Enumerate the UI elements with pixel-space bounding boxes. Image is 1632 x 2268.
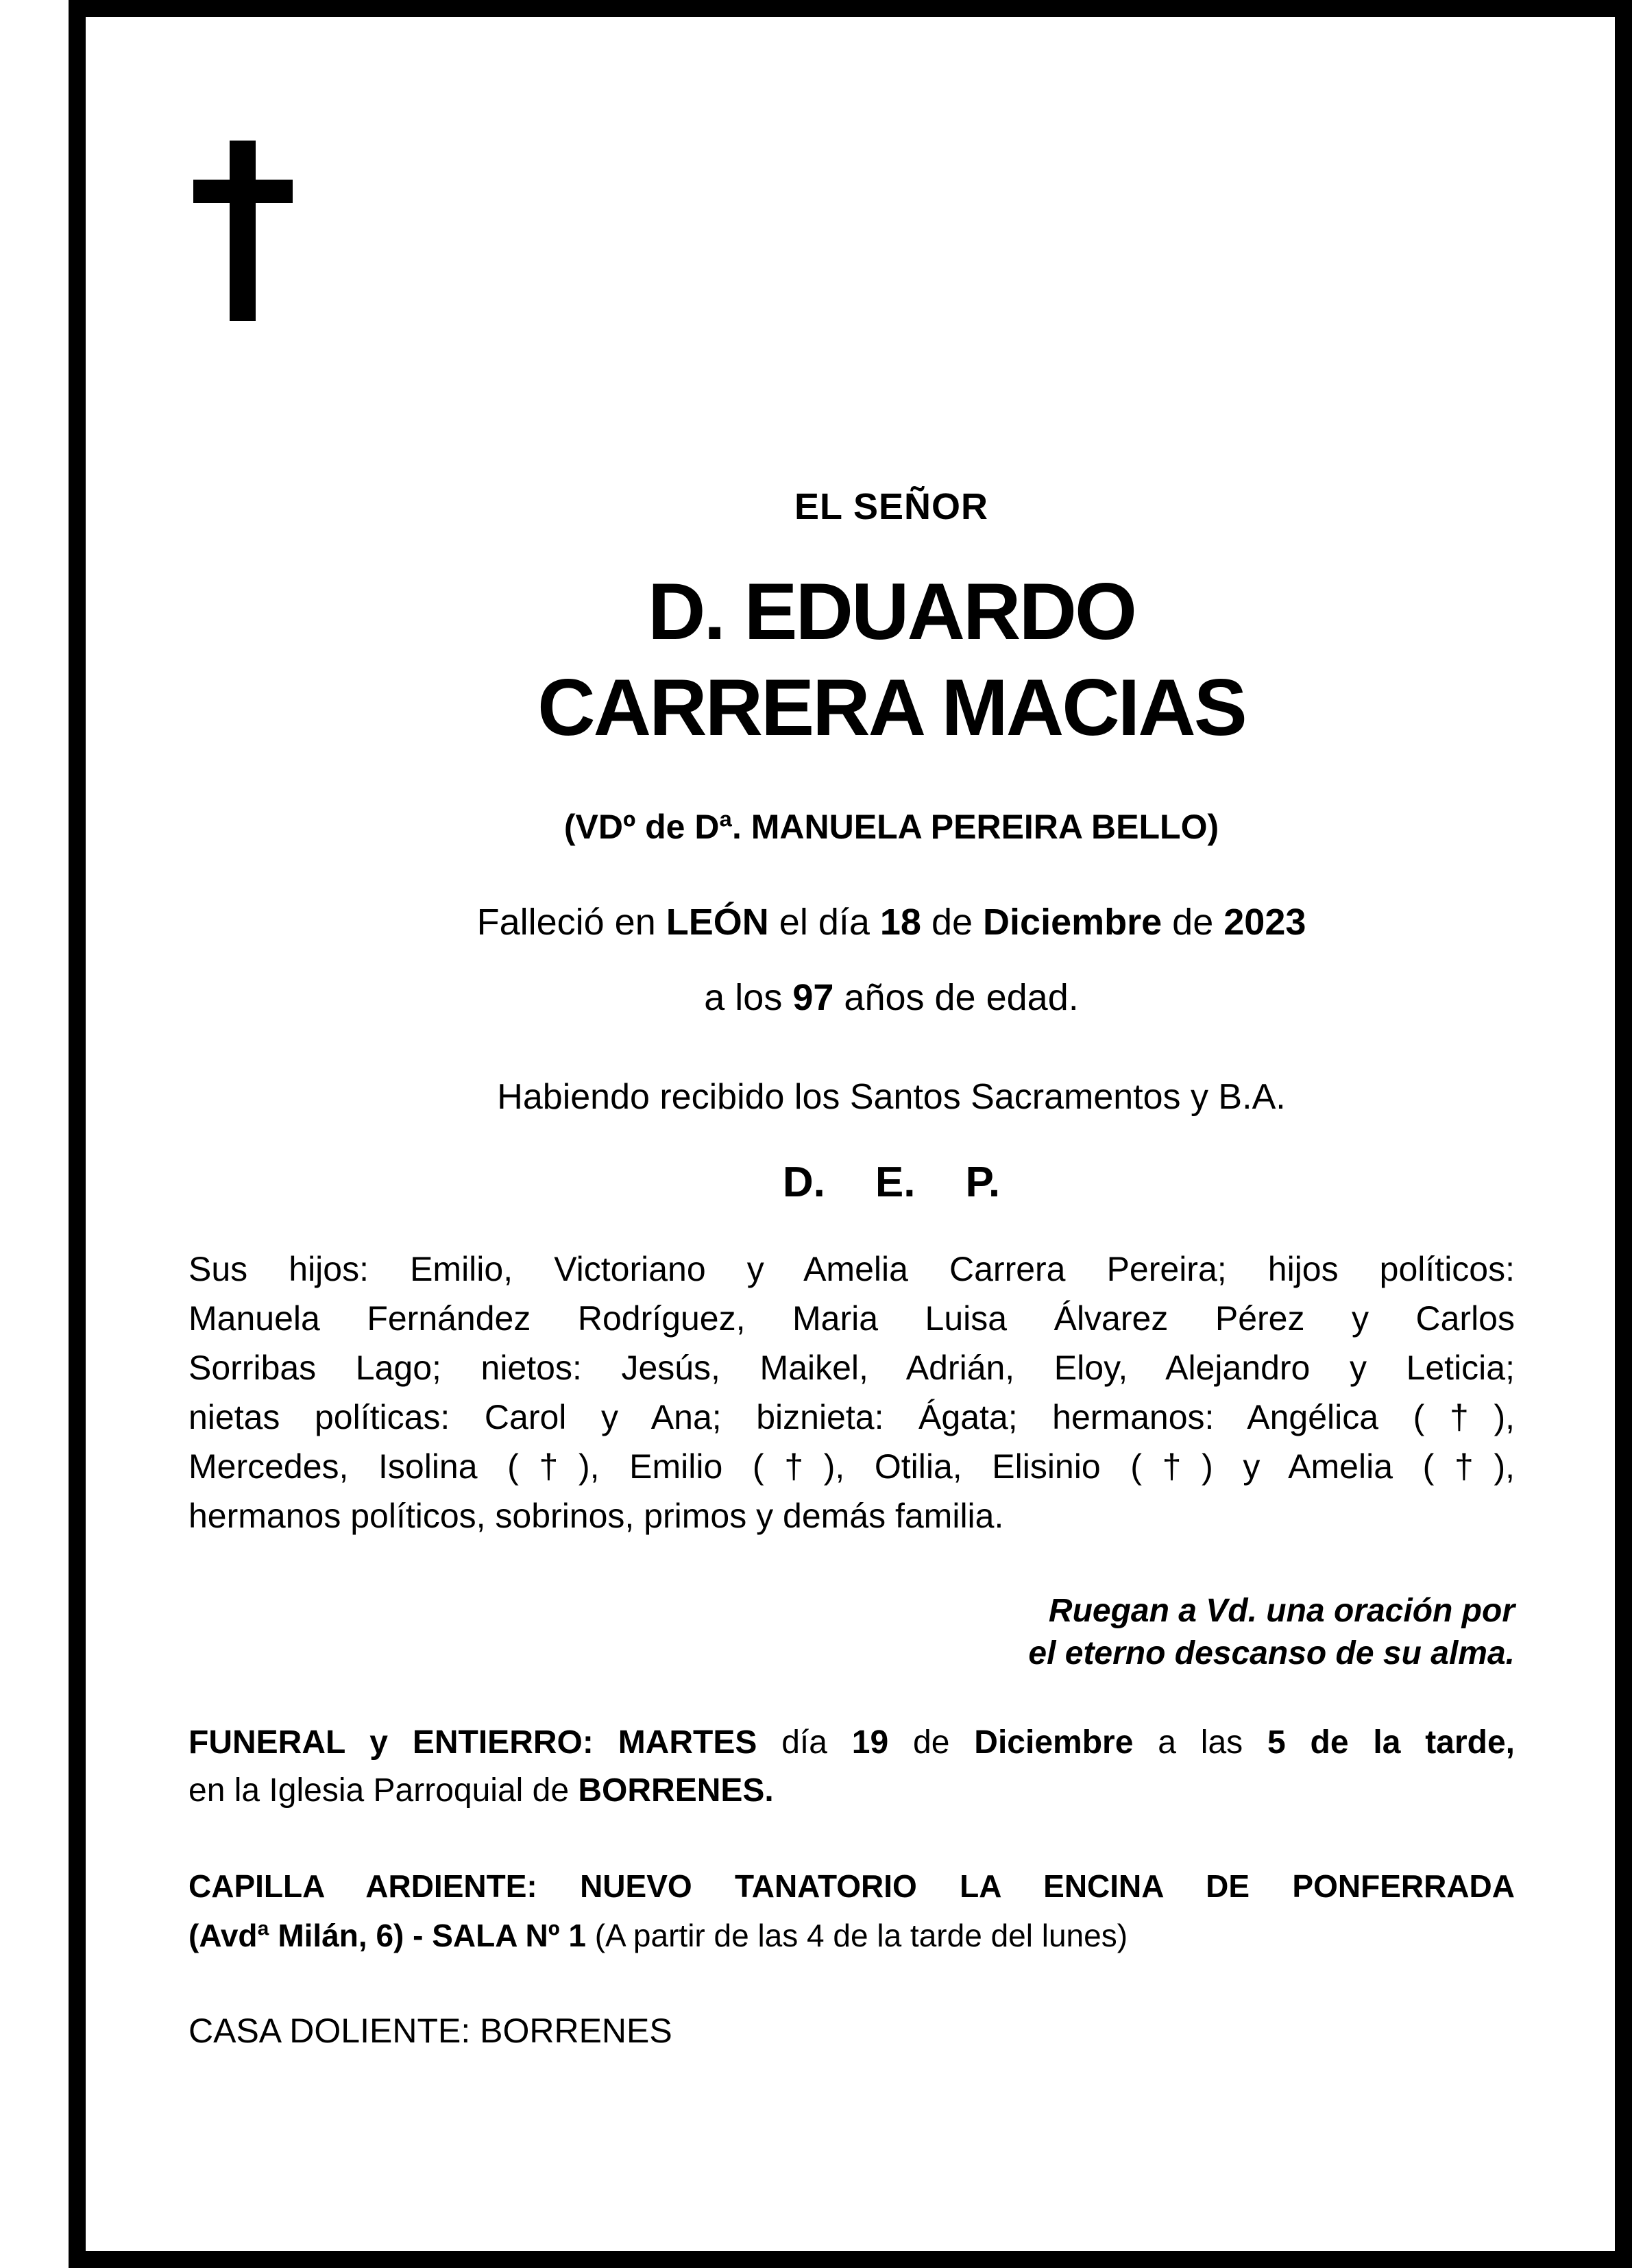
chapel-address: (Avdª Milán, 6) - SALA Nº 1 xyxy=(188,1918,595,1953)
chapel-line-1: CAPILLA ARDIENTE: NUEVO TANATORIO LA ENCINA DE PONFERRADA xyxy=(188,1868,1515,1904)
memorial-cross-icon xyxy=(193,141,293,321)
death-date-line: Falleció en LEÓN el día 18 de Diciembre de 2023 xyxy=(476,902,1306,943)
chapel-line-2 xyxy=(188,1911,1515,1960)
cross-horizontal-bar xyxy=(193,180,293,203)
cross-vertical-bar xyxy=(230,141,256,321)
family-line: Mercedes, Isolina (†), Emilio (†), Otilia, Elisinio (†) y Amelia (†), xyxy=(188,1447,1515,1486)
funeral-line-2: en la Iglesia Parroquial de BORRENES. xyxy=(188,1772,774,1809)
death-place: LEÓN xyxy=(666,902,769,943)
family-line: Manuela Fernández Rodríguez, Maria Luisa Álvarez Pérez y Carlos xyxy=(188,1299,1515,1338)
family-line: Sorribas Lago; nietos: Jesús, Maikel, Adrián, Eloy, Alejandro y Leticia; xyxy=(188,1349,1515,1387)
prayer-request xyxy=(188,1590,1515,1675)
salutation: EL SEÑOR xyxy=(794,486,989,527)
family-line: Sus hijos: Emilio, Victoriano y Amelia Carrera Pereira; hijos políticos: xyxy=(188,1250,1515,1288)
family-line: nietas políticas: Carol y Ana; biznieta: Ágata; hermanos: Angélica (†), xyxy=(188,1398,1515,1436)
chapel-info xyxy=(188,1861,1515,1960)
prayer-line-1: Ruegan a Vd. una oración por xyxy=(1048,1593,1515,1629)
age-line: a los 97 años de edad. xyxy=(704,977,1079,1018)
deceased-name-line1: D. EDUARDO xyxy=(647,566,1136,656)
funeral-time: 5 de la tarde, xyxy=(1267,1724,1515,1761)
chapel-schedule: (A partir de las 4 de la tarde del lunes) xyxy=(594,1918,1128,1953)
death-month: Diciembre xyxy=(983,902,1162,943)
funeral-line-1: FUNERAL y ENTIERRO: MARTES día 19 de Diciembre a las 5 de la tarde, xyxy=(188,1724,1515,1761)
funeral-label: FUNERAL y ENTIERRO: MARTES xyxy=(188,1724,757,1761)
age-value: 97 xyxy=(792,977,834,1018)
funeral-info xyxy=(188,1719,1515,1815)
widower-subtitle: (VDº de Dª. MANUELA PEREIRA BELLO) xyxy=(563,808,1219,846)
deceased-name-line2: CARRERA MACIAS xyxy=(537,662,1245,752)
funeral-day: 19 xyxy=(851,1724,889,1761)
sacraments-line: Habiendo recibido los Santos Sacramentos y B.A. xyxy=(497,1077,1286,1117)
funeral-month: Diciembre xyxy=(974,1724,1134,1761)
dep-abbreviation: D. E. P. xyxy=(782,1159,1001,1206)
death-day: 18 xyxy=(879,902,921,943)
prayer-line-2: el eterno descanso de su alma. xyxy=(1028,1635,1515,1672)
esquela-page-frame xyxy=(69,0,1632,2268)
funeral-church-town: BORRENES. xyxy=(578,1772,774,1809)
death-text: Falleció en xyxy=(476,902,666,943)
death-year: 2023 xyxy=(1223,902,1306,943)
mourning-house-line: CASA DOLIENTE: BORRENES xyxy=(188,2012,672,2050)
family-line: hermanos políticos, sobrinos, primos y demás familia. xyxy=(188,1497,1004,1535)
family-paragraph xyxy=(188,1244,1515,1541)
deceased-name xyxy=(228,564,1555,756)
